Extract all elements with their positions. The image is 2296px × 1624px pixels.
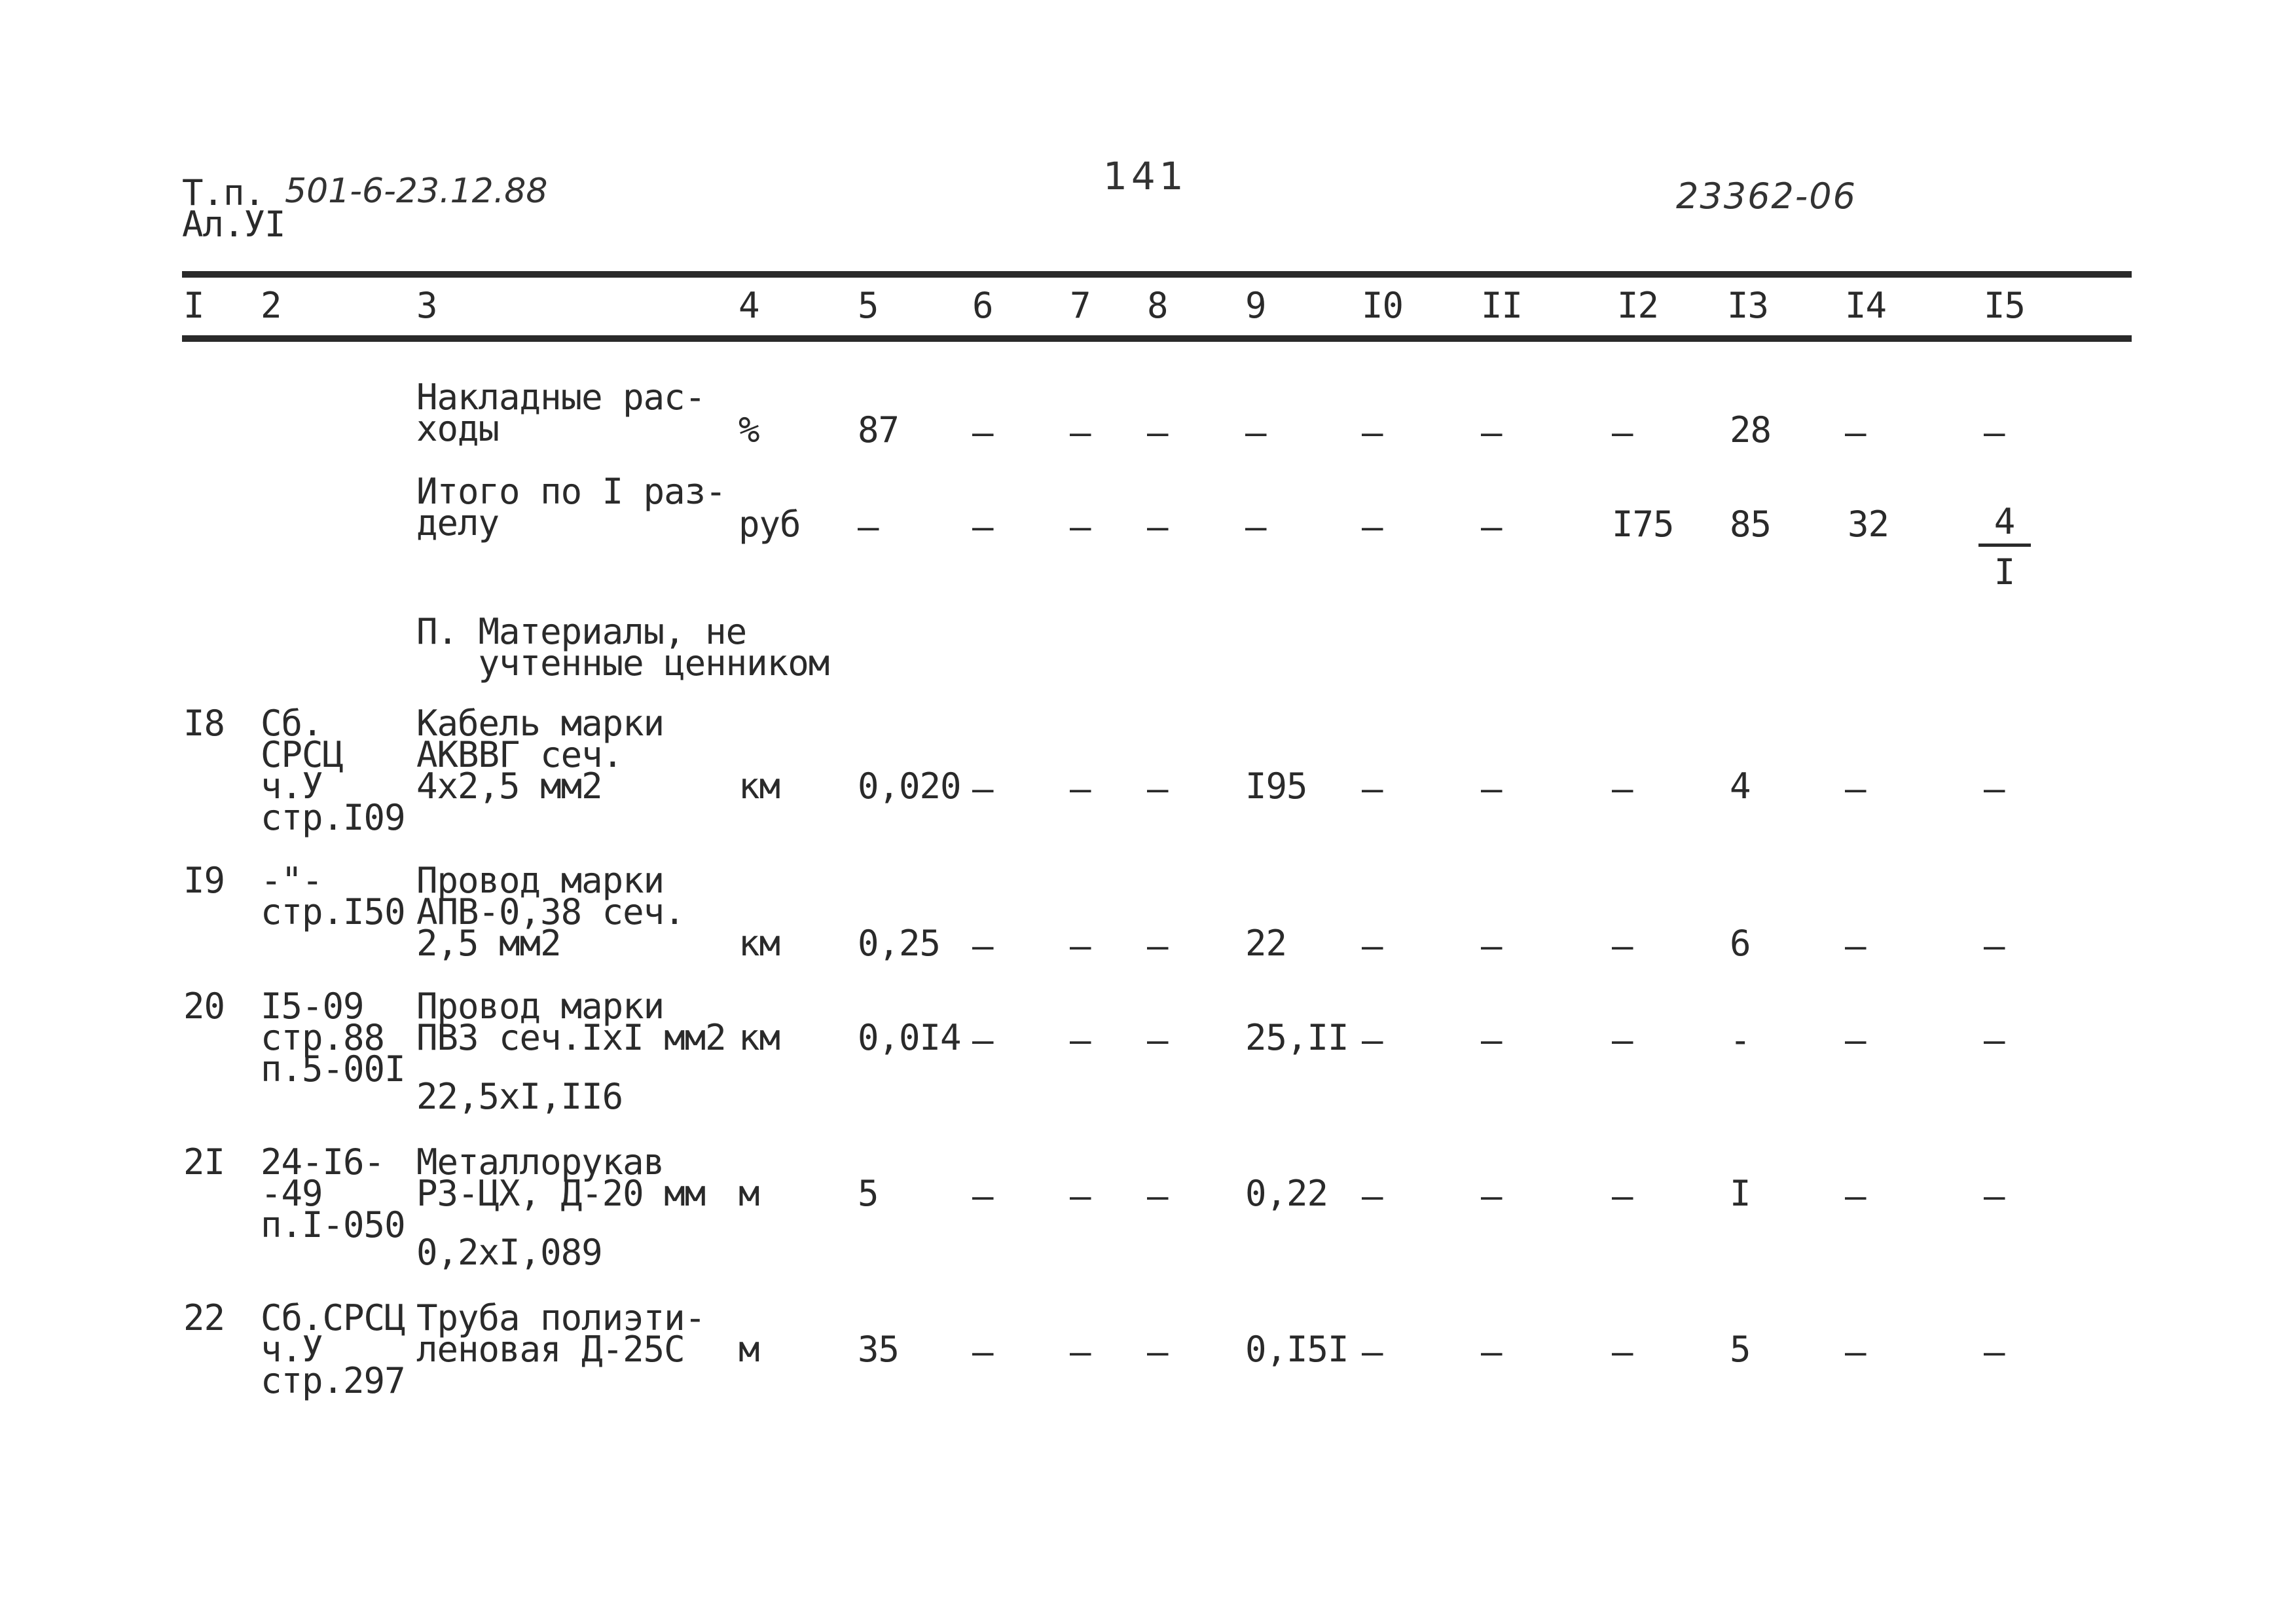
col-header-5: 5	[858, 285, 879, 326]
dash: –	[1362, 1175, 1383, 1217]
row-number: 22	[183, 1297, 225, 1338]
col-header-14: I4	[1845, 285, 1887, 326]
dash: –	[1845, 1331, 1866, 1373]
row-number: 20	[183, 986, 225, 1027]
dash: –	[1984, 1020, 2005, 1061]
col-header-6: 6	[972, 285, 993, 326]
col-header-9: 9	[1245, 285, 1266, 326]
dash: –	[972, 412, 993, 453]
row-ref-line: стр.I09	[261, 797, 405, 838]
row-ref-line: ч.У	[261, 766, 323, 807]
dash: –	[1362, 1020, 1383, 1061]
row-name-line: Провод марки	[416, 860, 665, 901]
dash: –	[1070, 412, 1091, 453]
row-col5: 0,25	[858, 923, 941, 964]
col-header-15: I5	[1984, 285, 2026, 326]
col-header-1: I	[183, 285, 204, 326]
dash: –	[1147, 1331, 1168, 1373]
col-header-13: I3	[1727, 285, 1769, 326]
row-ref-line: I5-09	[261, 986, 364, 1027]
row-ref-line: -"-	[261, 860, 323, 901]
col-header-3: 3	[416, 285, 437, 326]
dash: –	[1845, 768, 1866, 809]
dash: –	[1612, 1331, 1633, 1373]
col-header-4: 4	[738, 285, 759, 326]
row-ref-line: СРСЦ	[261, 734, 344, 775]
col-header-8: 8	[1147, 285, 1168, 326]
row-unit: км	[738, 766, 780, 807]
fraction-numerator: 4	[1978, 506, 2031, 547]
dash: –	[1481, 1331, 1502, 1373]
col-header-11: II	[1481, 285, 1523, 326]
row-ref-line: стр.88	[261, 1017, 385, 1058]
dash: –	[1845, 1020, 1866, 1061]
col-header-7: 7	[1070, 285, 1091, 326]
col-header-2: 2	[261, 285, 282, 326]
row-number: I8	[183, 703, 225, 744]
row-ref-line: Сб.	[261, 703, 323, 744]
dash: –	[1612, 1020, 1633, 1061]
dash: –	[1984, 768, 2005, 809]
page-number: 141	[1103, 154, 1188, 198]
row-name-line: АПВ-0,38 сеч.	[416, 891, 685, 932]
row-ref-line: стр.I50	[261, 891, 405, 932]
row-unit: %	[738, 409, 759, 451]
row-unit: км	[738, 1017, 780, 1058]
dash: –	[972, 925, 993, 967]
row-name-line: 4х2,5 мм2	[416, 766, 602, 807]
row-name-line: ходы	[416, 408, 500, 449]
dash: –	[1245, 412, 1266, 453]
row-col9: 22	[1245, 923, 1287, 964]
row-col14: 32	[1848, 504, 1889, 545]
row-col15-fraction	[1978, 501, 2031, 593]
row-ref-line: Сб.СРСЦ	[261, 1297, 405, 1338]
row-ref-line: п.I-050	[261, 1204, 405, 1246]
doc-type-label: Т.п.	[182, 172, 265, 213]
dash: –	[1362, 925, 1383, 967]
project-number-handwritten: 501-6-23.12.88	[285, 172, 548, 211]
dash: –	[972, 1020, 993, 1061]
row-col13: 5	[1730, 1329, 1751, 1370]
row-col5: 5	[858, 1173, 879, 1214]
dash: –	[1070, 1331, 1091, 1373]
dash: –	[1481, 412, 1502, 453]
header-bottom-rule	[182, 335, 2132, 342]
row-unit: км	[738, 923, 780, 964]
row-col9: 0,22	[1245, 1173, 1328, 1214]
dash: –	[1362, 1331, 1383, 1373]
row-name-line: ПВЗ сеч.IхI мм2	[416, 1017, 726, 1058]
row-col13: 4	[1730, 766, 1751, 807]
header-top-rule	[182, 271, 2132, 278]
row-ref-line: ч.У	[261, 1329, 323, 1370]
row-ref-line: п.5-00I	[261, 1048, 405, 1090]
dash: –	[1845, 412, 1866, 453]
row-unit: м	[738, 1173, 759, 1214]
dash: –	[1362, 412, 1383, 453]
row-col9: I95	[1245, 766, 1307, 807]
dash: –	[1147, 925, 1168, 967]
row-name-line: РЗ-ЦХ, Д-20 мм	[416, 1173, 706, 1214]
dash: –	[858, 506, 879, 547]
dash: –	[1612, 1175, 1633, 1217]
section-heading-line: П. Материалы, не	[416, 611, 747, 652]
section-heading-line: учтенные ценником	[416, 642, 829, 684]
row-col13: 28	[1730, 409, 1772, 451]
row-name-line: АКВВГ сеч.	[416, 734, 623, 775]
row-col13: -	[1730, 1020, 1751, 1061]
dash: –	[1070, 506, 1091, 547]
row-col5: 0,0I4	[858, 1017, 961, 1058]
dash: –	[1147, 412, 1168, 453]
dash: –	[1984, 412, 2005, 453]
dash: –	[1245, 506, 1266, 547]
dash: –	[1481, 1020, 1502, 1061]
document-code-handwritten: 23362-06	[1676, 175, 1857, 217]
dash: –	[1481, 1175, 1502, 1217]
col-header-10: I0	[1362, 285, 1404, 326]
row-name-line: Металлорукав	[416, 1141, 665, 1183]
row-col13: 6	[1730, 923, 1751, 964]
dash: –	[972, 768, 993, 809]
dash: –	[1362, 506, 1383, 547]
row-name-line: Кабель марки	[416, 703, 665, 744]
row-name-line: делу	[416, 502, 500, 544]
row-name-line: Труба полиэти-	[416, 1297, 706, 1338]
row-col5: 35	[858, 1329, 900, 1370]
dash: –	[1984, 925, 2005, 967]
dash: –	[1612, 412, 1633, 453]
dash: –	[1070, 925, 1091, 967]
row-ref-line: стр.297	[261, 1360, 405, 1401]
row-ref-line: -49	[261, 1173, 323, 1214]
dash: –	[1984, 1175, 2005, 1217]
row-name-line: Итого по I раз-	[416, 471, 726, 512]
row-col5: 0,020	[858, 766, 961, 807]
dash: –	[1845, 1175, 1866, 1217]
fraction-denominator: I	[1994, 551, 2016, 593]
dash: –	[1845, 925, 1866, 967]
row-unit: руб	[738, 504, 801, 545]
dash: –	[1070, 1020, 1091, 1061]
dash: –	[1984, 1331, 2005, 1373]
col-header-12: I2	[1617, 285, 1659, 326]
row-col13: I	[1730, 1173, 1751, 1214]
dash: –	[1612, 925, 1633, 967]
dash: –	[1481, 506, 1502, 547]
album-label: Ал.УI	[182, 204, 285, 245]
dash: –	[972, 506, 993, 547]
row-ref-line: 24-I6-	[261, 1141, 385, 1183]
row-number: 2I	[183, 1141, 225, 1183]
dash: –	[1147, 1175, 1168, 1217]
dash: –	[1362, 768, 1383, 809]
dash: –	[1070, 1175, 1091, 1217]
dash: –	[1147, 768, 1168, 809]
row-unit: м	[738, 1329, 759, 1370]
dash: –	[972, 1175, 993, 1217]
row-name-line: 2,5 мм2	[416, 923, 561, 964]
row-col13: 85	[1730, 504, 1772, 545]
row-col5: 87	[858, 409, 900, 451]
row-name-line: Накладные рас-	[416, 377, 706, 418]
row-formula: 0,2хI,089	[416, 1232, 602, 1273]
dash: –	[972, 1331, 993, 1373]
dash: –	[1147, 506, 1168, 547]
dash: –	[1612, 768, 1633, 809]
row-number: I9	[183, 860, 225, 901]
dash: –	[1070, 768, 1091, 809]
dash: –	[1481, 768, 1502, 809]
row-col9: 25,II	[1245, 1017, 1349, 1058]
row-name-line: леновая Д-25С	[416, 1329, 685, 1370]
row-name-line: Провод марки	[416, 986, 665, 1027]
row-col12: I75	[1612, 504, 1674, 545]
dash: –	[1147, 1020, 1168, 1061]
row-formula: 22,5хI,II6	[416, 1076, 623, 1117]
row-col9: 0,I5I	[1245, 1329, 1349, 1370]
dash: –	[1481, 925, 1502, 967]
